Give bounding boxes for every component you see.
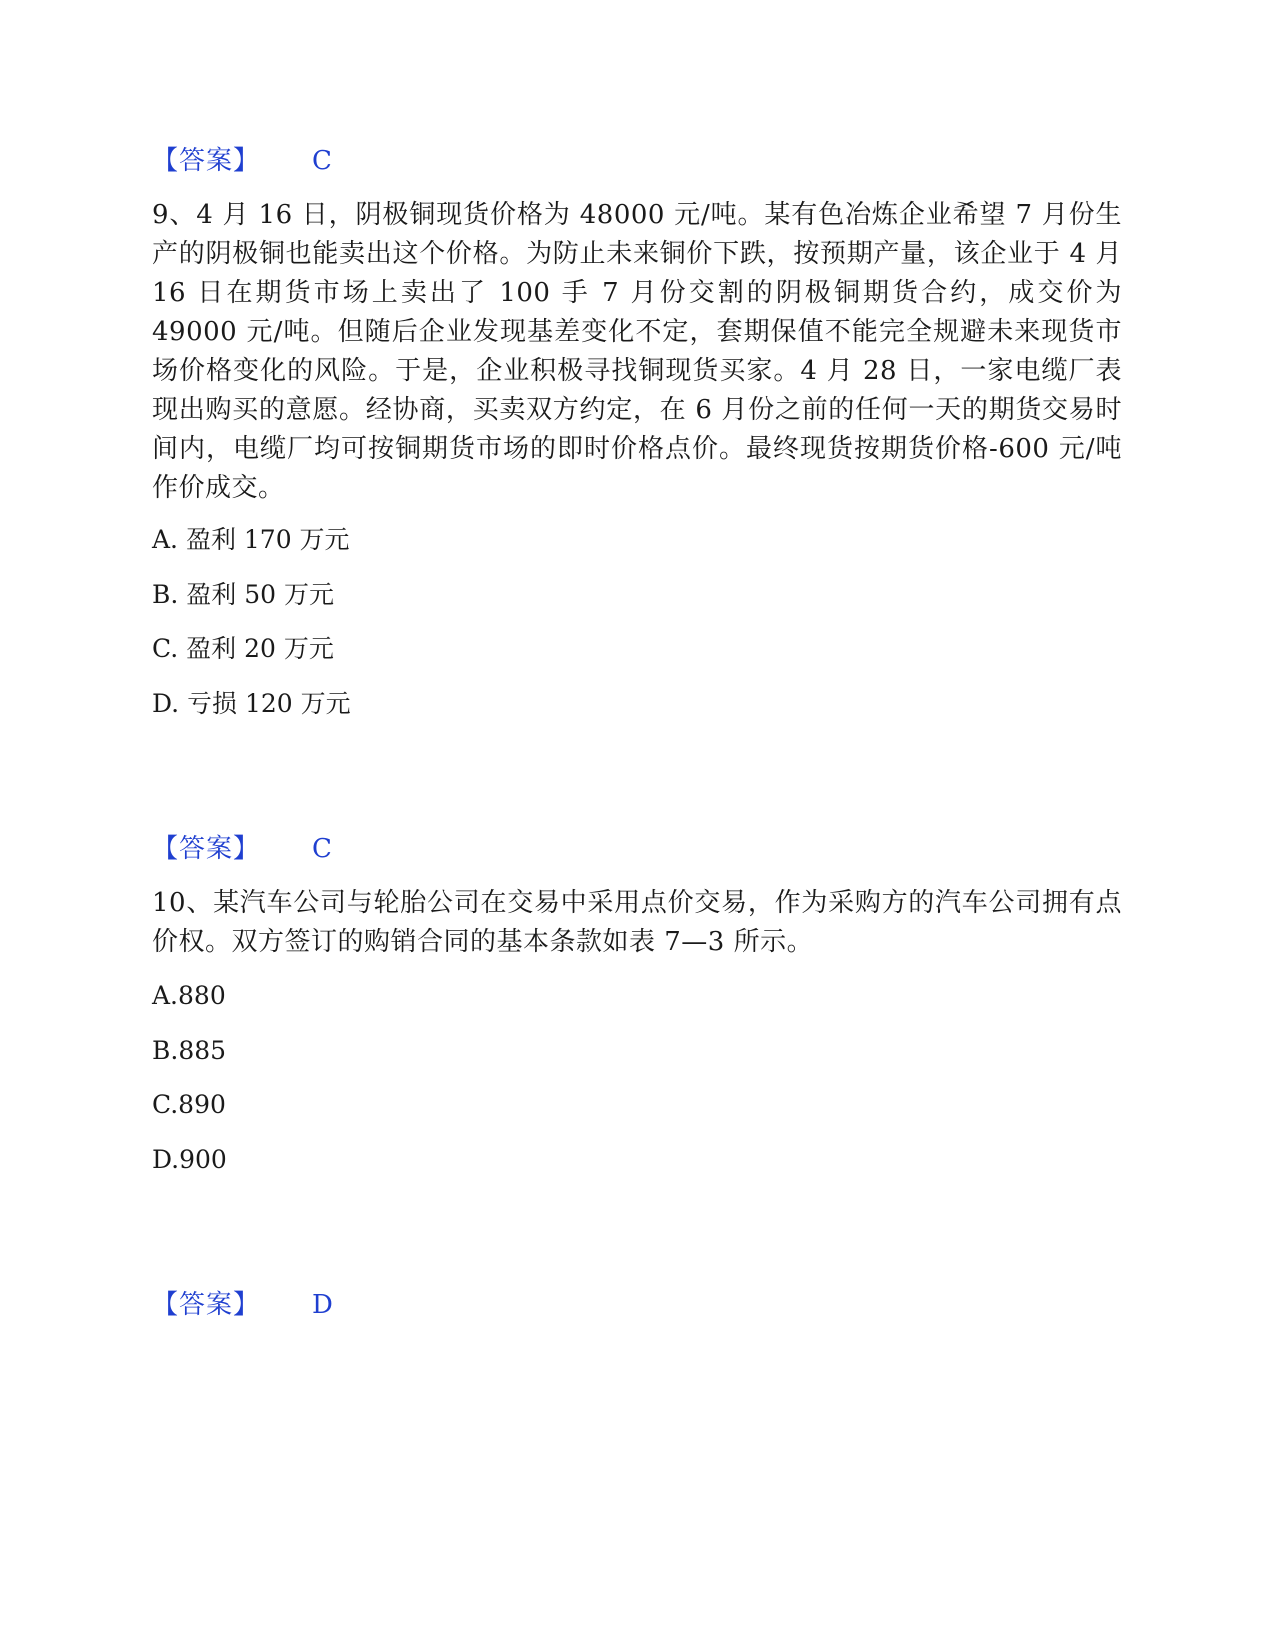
answer-line-2	[152, 831, 1122, 867]
answer-value: C	[312, 834, 332, 864]
q10-option-d: D.900	[152, 1145, 227, 1174]
q10-option-c: C.890	[152, 1090, 226, 1119]
q9-option-b: B. 盈利 50 万元	[152, 580, 334, 609]
answer-tag: 【答案】	[152, 834, 261, 864]
answer-value: D	[312, 1290, 333, 1320]
q10-option-b: B.885	[152, 1036, 227, 1065]
question-9-text: 9、4 月 16 日，阴极铜现货价格为 48000 元/吨。某有色冶炼企业希望 7 月份生产的阴极铜也能卖出这个价格。为防止未来铜价下跌，按预期产量，该企业于 4 月 16 日在期货市场上卖出了 100 手 7 月份交割的阴极铜期货合约，成交价为 49000 元/吨。但随后企业发现基差变化不定，套期保值不能完全规避未来现货市场价格变化的风险。于是，企业积极寻找铜现货买家。4 月 28 日，一家电缆厂表现出购买的意愿。经协商，买卖双方约定，在 6 月份之前的任何一天的期货交易时间内，电缆厂均可按铜期货市场的即时价格点价。最终现货按期货价格-600 元/吨作价成交。	[152, 200, 1122, 503]
answer-tag: 【答案】	[152, 1290, 261, 1320]
answer-tag: 【答案】	[152, 146, 261, 176]
question-10-text: 10、某汽车公司与轮胎公司在交易中采用点价交易，作为采购方的汽车公司拥有点价权。双方签订的购销合同的基本条款如表 7—3 所示。	[152, 888, 1122, 957]
q9-option-d: D. 亏损 120 万元	[152, 689, 351, 718]
q10-option-a: A.880	[152, 981, 226, 1010]
answer-value: C	[312, 146, 332, 176]
q9-option-a: A. 盈利 170 万元	[152, 525, 350, 554]
answer-line-3	[152, 1287, 1122, 1323]
answer-line-1	[152, 143, 1122, 179]
q9-option-c: C. 盈利 20 万元	[152, 634, 334, 663]
